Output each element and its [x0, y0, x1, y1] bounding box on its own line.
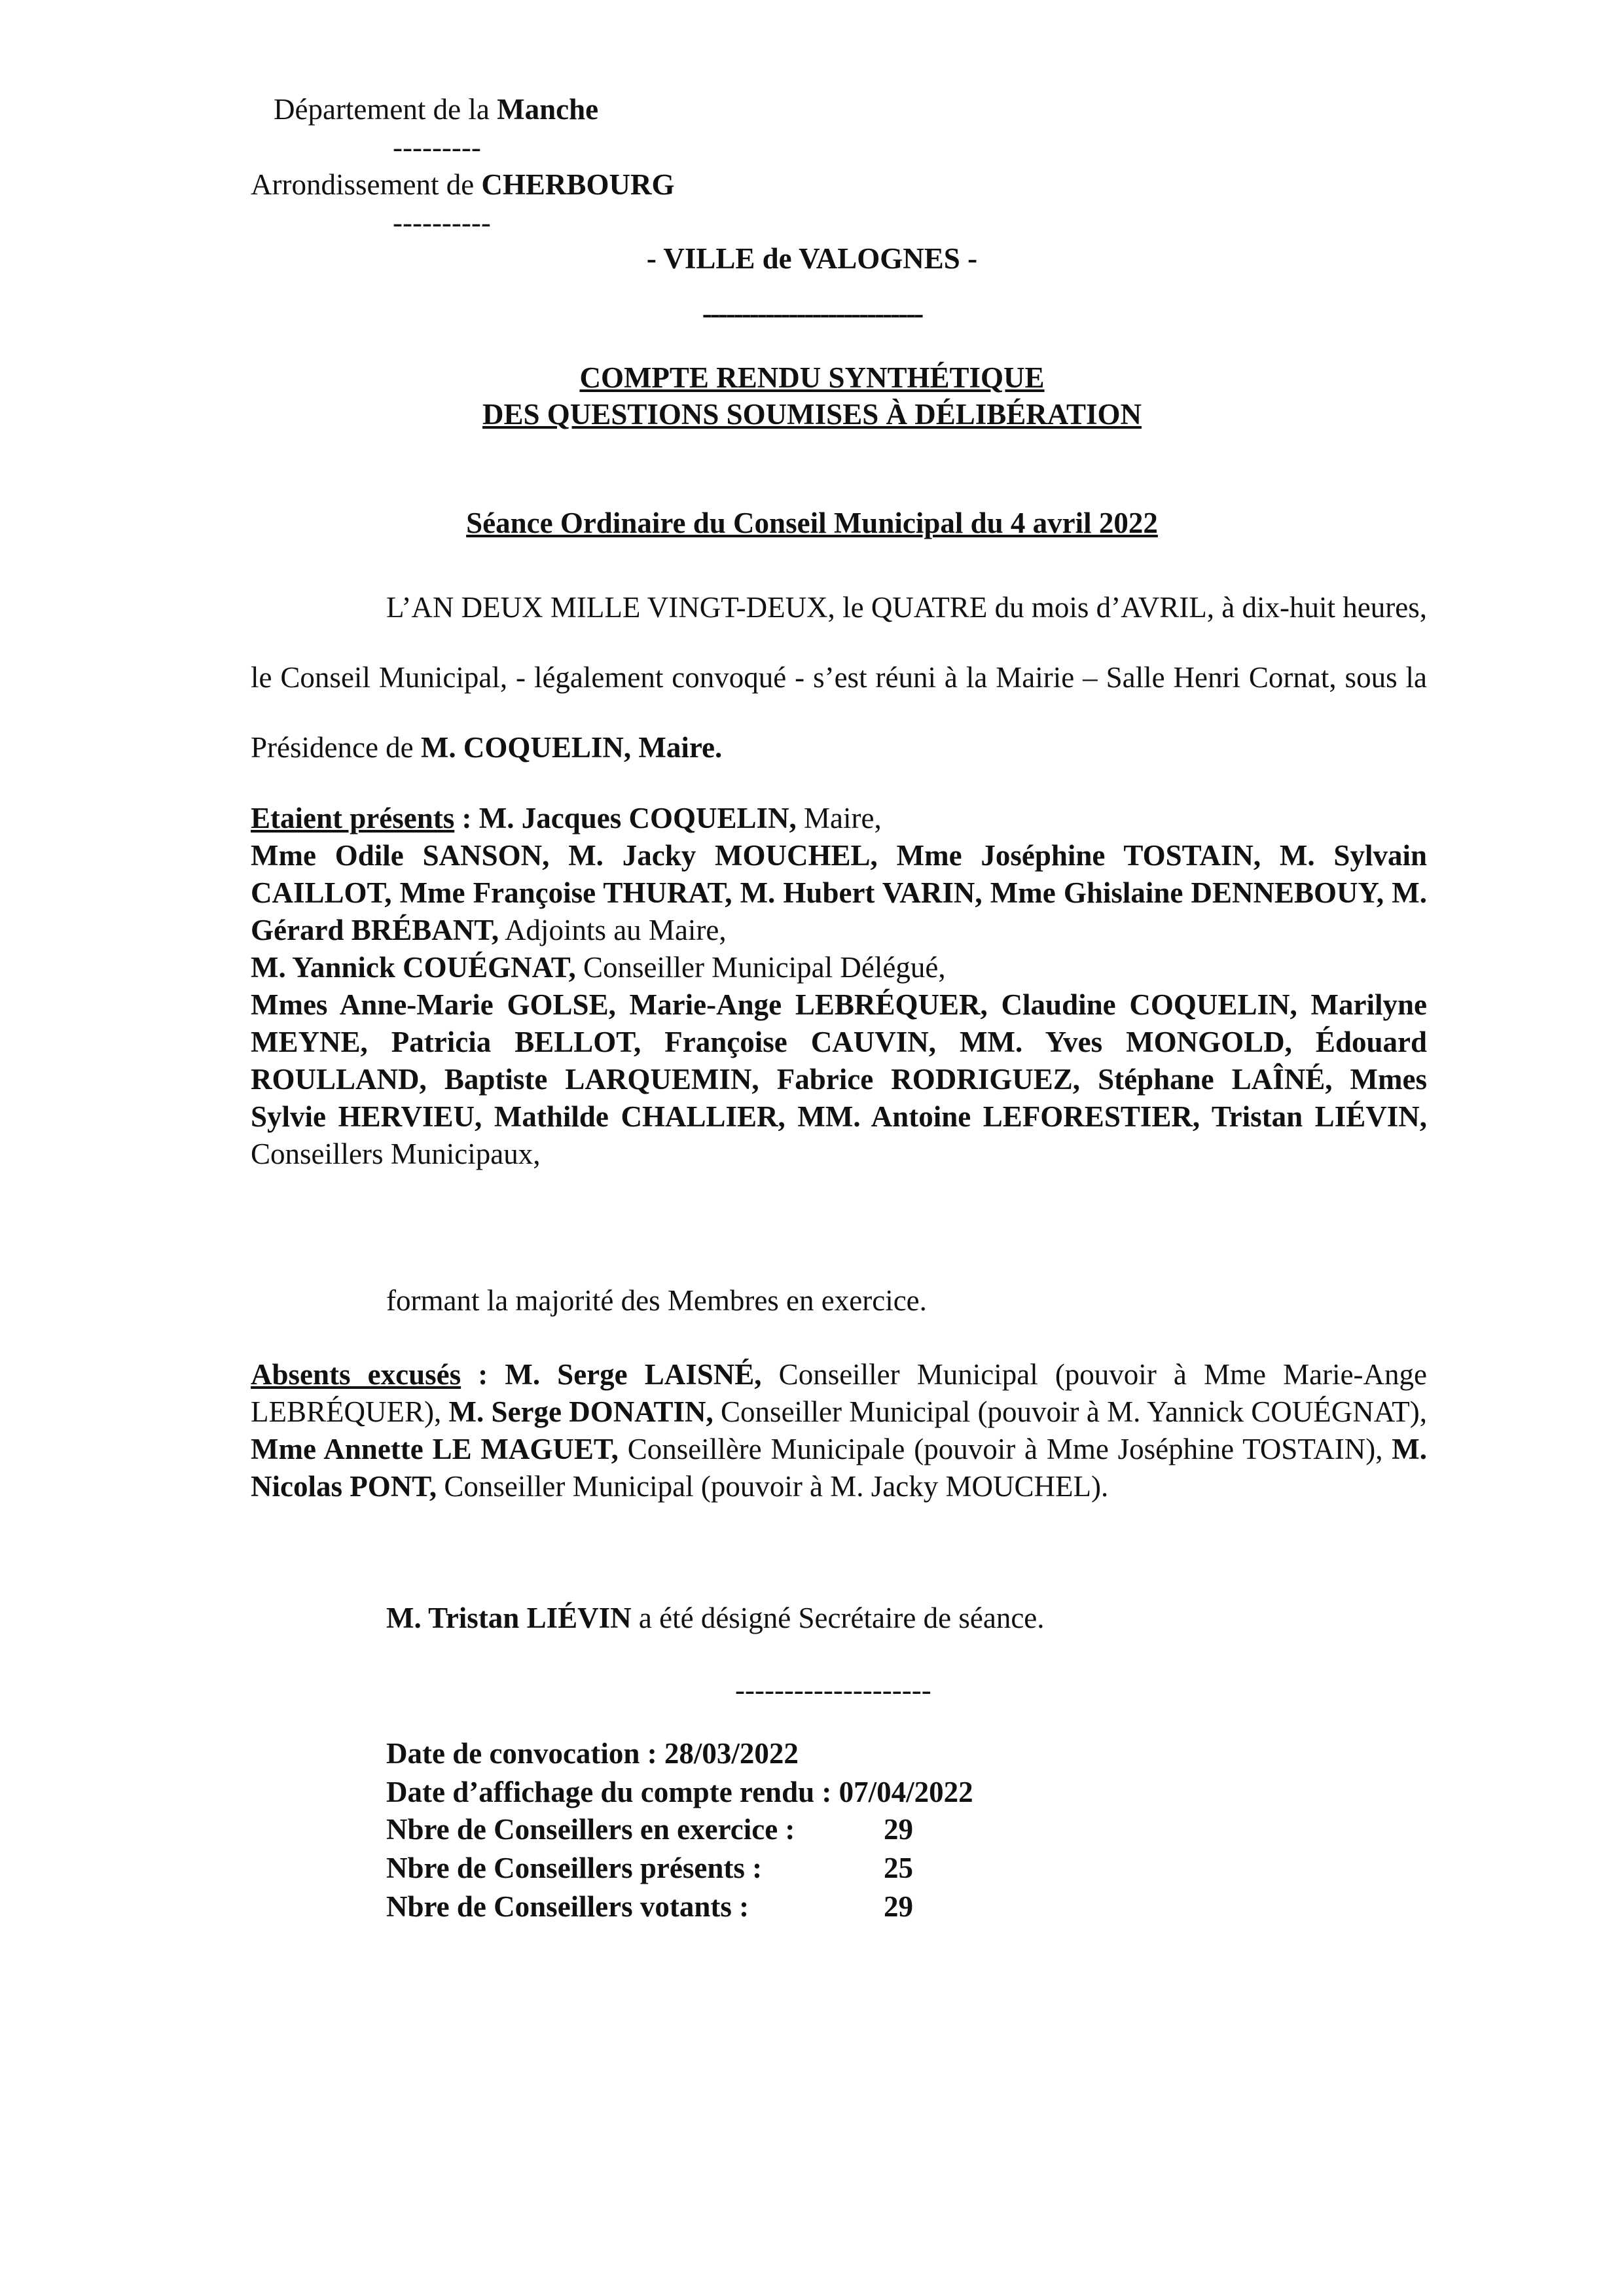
stats-table — [386, 1810, 913, 1926]
stats-label: Nbre de Conseillers présents : — [386, 1852, 763, 1885]
secretaire-text: a été désigné Secrétaire de séance. — [631, 1602, 1045, 1634]
absent-1-text: Conseiller Municipal (pouvoir à Mme Marie-Ange LEBRÉQUER), — [251, 1358, 1427, 1428]
session-title: Séance Ordinaire du Conseil Municipal du 4 avril 2022 — [466, 507, 1158, 539]
convocation-date: Date de convocation : 28/03/2022 — [386, 1737, 799, 1770]
label-colon: : — [461, 1358, 505, 1391]
intro-paragraph — [251, 573, 1427, 783]
stats-label: Nbre de Conseillers en exercice : — [386, 1813, 795, 1846]
presents-paragraph — [251, 800, 1427, 1173]
absent-2-name: M. Serge DONATIN, — [448, 1395, 713, 1428]
delegue-name: M. Yannick COUÉGNAT, — [251, 951, 576, 984]
adjoints-role: Adjoints au Maire, — [499, 914, 727, 946]
stats-row — [386, 1888, 913, 1926]
intro-text: L’AN DEUX MILLE VINGT-DEUX, le QUATRE du mois d’AVRIL, à dix-huit heures, le Conseil Municipal, - légalement convoqué - s’est réuni à la Mairie – Salle Henri Cornat, sous la Présidence de — [251, 591, 1427, 764]
adjoints-names: Mme Odile SANSON, M. Jacky MOUCHEL, Mme Joséphine TOSTAIN, M. Sylvain CAILLOT, Mme Françoise THURAT, M. Hubert VARIN, Mme Ghislaine DENNEBOUY, M. Gérard BRÉBANT, — [251, 839, 1427, 946]
absents-label: Absents excusés — [251, 1358, 461, 1391]
absent-4-text: Conseiller Municipal (pouvoir à M. Jacky MOUCHEL). — [437, 1470, 1109, 1503]
absents-paragraph — [251, 1356, 1427, 1505]
secretaire-name: M. Tristan LIÉVIN — [386, 1602, 632, 1634]
maire-role: Maire, — [796, 802, 882, 834]
absent-1-name: M. Serge LAISNÉ, — [505, 1358, 762, 1391]
label-colon: : — [454, 802, 479, 834]
department-prefix: Département de la — [274, 93, 497, 126]
majorite-text: formant la majorité des Membres en exercice. — [386, 1284, 927, 1317]
arrondissement-prefix: Arrondissement de — [251, 168, 482, 201]
secretaire-line — [386, 1599, 1045, 1638]
maire-name: M. Jacques COQUELIN, — [478, 802, 797, 834]
stats-label: Nbre de Conseillers votants : — [386, 1890, 749, 1924]
separator: -------------------- — [735, 1674, 931, 1706]
conseillers-names: Mmes Anne-Marie GOLSE, Marie-Ange LEBRÉQUER, Claudine COQUELIN, Marilyne MEYNE, Patricia BELLOT, Françoise CAUVIN, MM. Yves MONGOLD, Édouard ROULLAND, Baptiste LARQUEMIN, Fabrice RODRIGUEZ, Stéphane LAÎNÉ, Mmes Sylvie HERVIEU, Mathilde CHALLIER, MM. Antoine LEFORESTIER, Tristan LIÉVIN, — [251, 988, 1427, 1133]
ville-title: - VILLE de VALOGNES - — [646, 242, 978, 275]
separator: ---------- — [393, 206, 491, 239]
report-title-line2: DES QUESTIONS SOUMISES À DÉLIBÉRATION — [482, 398, 1142, 431]
stats-value: 25 — [884, 1852, 913, 1885]
stats-row — [386, 1810, 913, 1849]
absent-3-text: Conseillère Municipale (pouvoir à Mme Joséphine TOSTAIN), — [618, 1433, 1392, 1465]
arrondissement-line — [251, 166, 674, 204]
stats-value: 29 — [884, 1813, 913, 1846]
absent-2-text: Conseiller Municipal (pouvoir à M. Yannick COUÉGNAT), — [713, 1395, 1427, 1428]
department-line — [274, 90, 598, 129]
absent-4-name: M. Nicolas PONT, — [251, 1433, 1428, 1503]
report-title-line1: COMPTE RENDU SYNTHÉTIQUE — [579, 361, 1045, 394]
separator: --------- — [393, 131, 481, 164]
delegue-role: Conseiller Municipal Délégué, — [575, 951, 946, 984]
separator: ---------------------------- — [702, 297, 922, 330]
department-name: Manche — [497, 93, 599, 126]
absent-3-name: Mme Annette LE MAGUET, — [251, 1433, 619, 1465]
conseillers-role: Conseillers Municipaux, — [251, 1138, 541, 1170]
arrondissement-name: CHERBOURG — [481, 168, 675, 201]
presents-label: Etaient présents — [251, 802, 455, 834]
stats-value: 29 — [884, 1890, 913, 1924]
affichage-date: Date d’affichage du compte rendu : 07/04/2022 — [386, 1776, 973, 1808]
stats-row — [386, 1849, 913, 1888]
president-name: M. COQUELIN, Maire. — [420, 731, 723, 764]
